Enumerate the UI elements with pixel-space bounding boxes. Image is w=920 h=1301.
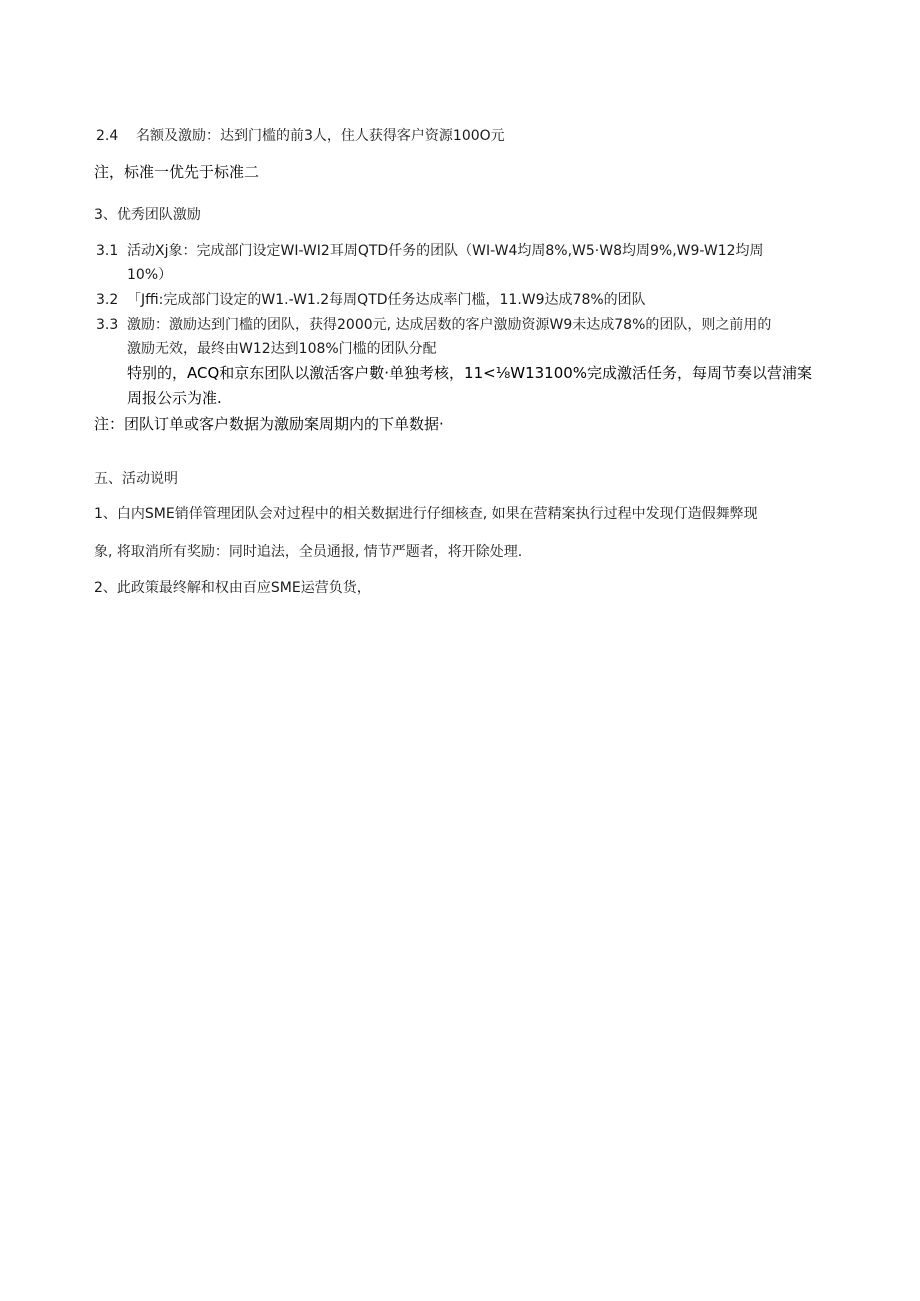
item-number: 3.3 [96,317,119,333]
section-2-4 [96,126,505,146]
item-3-1-line1 [96,241,764,261]
note-priority: 注，标准一优先于标准二 [94,163,260,181]
item-text: 活动Xj象：完成部门设定WI-WI2耳周QTD仟务的团队（WI-W4均周8%,W5·W8均周9%,W9-W12均周 [127,243,764,259]
special-note-line2: 周报公示为准. [127,389,222,407]
item-text: 「Jffi:完成部门设定的W1.-W1.2每周QTD任务达成率门槛，11.W9达成78%的团队 [127,292,646,308]
item-number: 3.2 [96,292,119,308]
paragraph-1-line1: 1、白内SME销佯管理团队会对过程中的相关数据进行仔细核查, 如果在营精案执行过程中发现仃造假舞弊现 [94,506,758,522]
item-number: 3.1 [96,243,119,259]
section-number: 2.4 [96,128,119,144]
special-note-line1: 特别的，ACQ和京东团队以激活客户數·单独考核，11<⅛W13100%完成激活任务，每周节奏以营浦案 [127,364,813,382]
item-3-3-line2: 激励无效，最终由W12达到108%门槛的团队分配 [127,341,437,357]
heading-activity-description: 五、活动说明 [94,471,178,487]
item-3-3-line1 [96,315,771,335]
section-text: 名额及激励：达到门槛的前3人，住人获得客户资源100O元 [136,128,505,144]
paragraph-1-line2: 象, 将取消所有奖励：同时追法，全员通报, 情节严题者，将开除处理. [94,544,523,560]
item-3-2 [96,290,646,310]
heading-team-incentive: 3、优秀团队激励 [94,207,201,223]
note-team-data: 注：团队订单或客户数据为激励案周期内的下单数据· [94,415,444,433]
item-3-1-line2: 10%） [127,267,173,283]
item-text: 激励：激励达到门槛的团队，获得2000元, 达成居数的客户激励资源W9未达成78%的团队，则之前用的 [127,317,772,333]
paragraph-2: 2、此政策最终解和权由百应SME运营负货， [94,580,371,596]
